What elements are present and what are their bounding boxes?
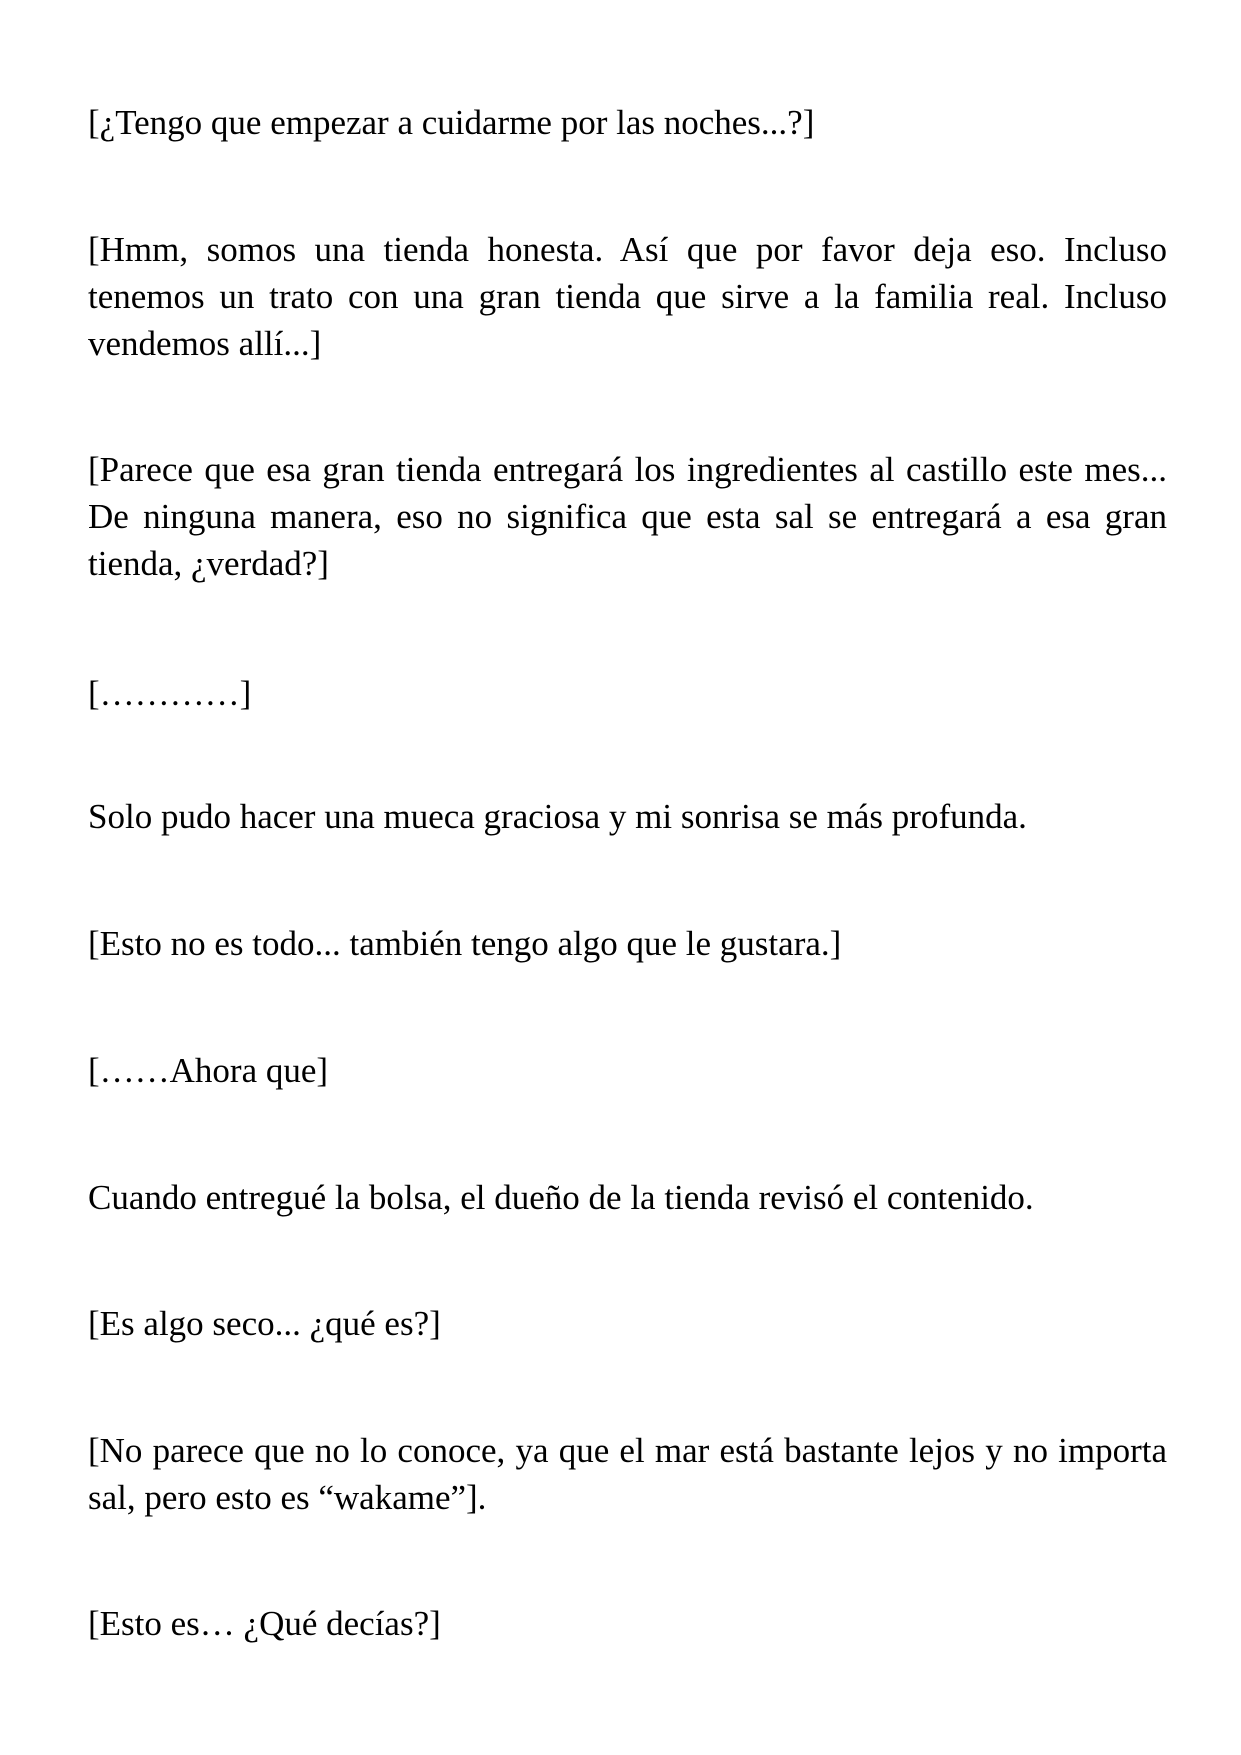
paragraph-7: [……Ahora que] [88,1051,329,1090]
paragraph-8: Cuando entregué la bolsa, el dueño de la tienda revisó el contenido. [88,1178,1034,1217]
paragraph-1: [¿Tengo que empezar a cuidarme por las noches...?] [88,103,815,142]
paragraph-10: [No parece que no lo conoce, ya que el mar está bastante lejos y no importa sal, pero esto es “wakame”]. [88,1431,1167,1517]
paragraph-2: [Hmm, somos una tienda honesta. Así que por favor deja eso. Incluso tenemos un trato con una gran tienda que sirve a la familia real. Incluso vendemos allí...] [88,230,1167,363]
paragraph-11: [Esto es… ¿Qué decías?] [88,1604,441,1643]
paragraph-3: [Parece que esa gran tienda entregará los ingredientes al castillo este mes... De ninguna manera, eso no significa que esta sal se entregará a esa gran tienda, ¿verdad?] [88,450,1167,583]
paragraph-6: [Esto no es todo... también tengo algo que le gustara.] [88,924,842,963]
paragraph-5: Solo pudo hacer una mueca graciosa y mi sonrisa se más profunda. [88,797,1027,836]
paragraph-9: [Es algo seco... ¿qué es?] [88,1304,441,1343]
paragraph-4: […………] [88,674,252,713]
